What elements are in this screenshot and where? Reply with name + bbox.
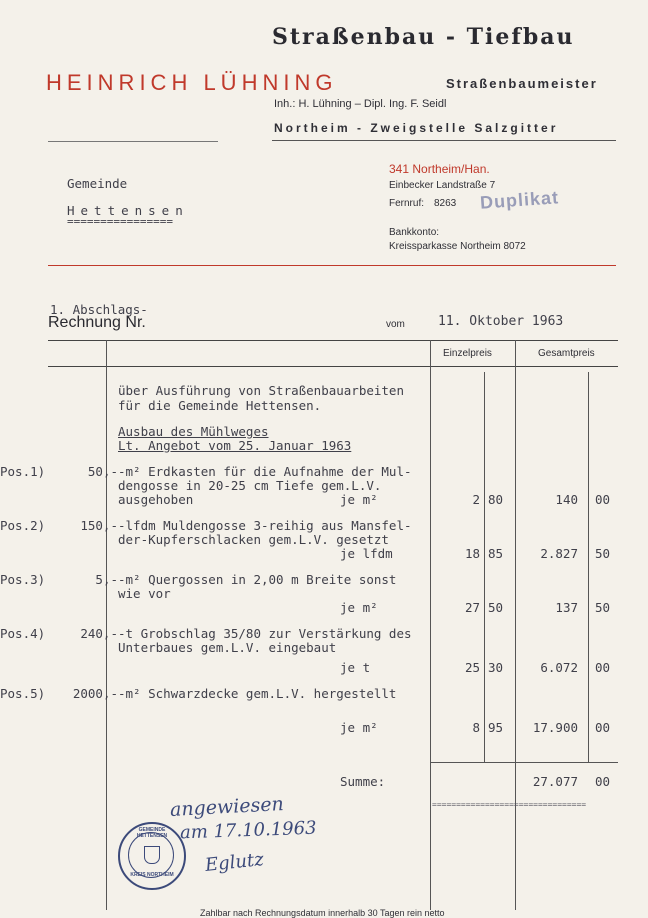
coat-of-arms-icon	[144, 846, 160, 864]
item-qty: 150,-	[80, 518, 118, 533]
item-desc-line: -m² Quergossen in 2,00 m Breite sonst	[118, 572, 397, 587]
table-top-rule	[48, 340, 618, 341]
sender-phone-label: Fernruf:	[389, 198, 425, 209]
table-vline-total	[515, 340, 516, 910]
recipient-line1: Gemeinde	[67, 176, 128, 191]
item-desc-line: dengosse in 20-25 cm Tiefe gem.L.V.	[118, 478, 382, 493]
invoice-prefix: 1. Abschlags-	[50, 302, 148, 317]
item-desc-line: ausgehoben	[118, 492, 194, 507]
total-price-main: 6.072	[540, 660, 578, 675]
invoice-date: 11. Oktober 1963	[438, 314, 564, 329]
item-desc-line: -m² Schwarzdecke gem.L.V. hergestellt	[118, 686, 397, 701]
header-rule-top	[48, 141, 218, 142]
item-qty: 5,-	[95, 572, 118, 587]
unit-price-main: 2	[472, 492, 480, 507]
item-desc-line: Unterbaues gem.L.V. eingebaut	[118, 640, 337, 655]
item-per-unit: je t	[340, 660, 371, 675]
unit-price-main: 8	[472, 720, 480, 735]
payment-terms: Zahlbar nach Rechnungsdatum innerhalb 30 Tagen rein netto	[200, 908, 445, 918]
invoice-label: Rechnung Nr.	[48, 314, 146, 331]
total-price-cents: 50	[595, 546, 611, 561]
item-qty: 50,-	[87, 464, 118, 479]
recipient-line2: Hettensen	[67, 203, 189, 218]
total-price-cents: 00	[595, 492, 611, 507]
item-desc-line: der-Kupferschlacken gem.L.V. gesetzt	[118, 532, 389, 547]
unit-price-main: 27	[464, 600, 480, 615]
unit-price-cents: 50	[488, 600, 504, 615]
bank-account: Kreissparkasse Northeim 8072	[389, 241, 526, 252]
item-pos: Pos.4)	[0, 626, 46, 641]
company-title: Straßenbaumeister	[446, 76, 598, 91]
unit-price-cents: 95	[488, 720, 504, 735]
header-rule-red	[48, 265, 616, 266]
sum-total-main: 27.077	[532, 774, 578, 789]
sum-total-cents: 00	[595, 774, 611, 789]
unit-price-cents: 85	[488, 546, 504, 561]
table-vline-desc	[106, 340, 107, 910]
col-unit-price: Einzelpreis	[443, 348, 492, 359]
item-pos: Pos.5)	[0, 686, 46, 701]
intro-line2: für die Gemeinde Hettensen.	[118, 398, 322, 413]
sum-underline: ================================	[432, 800, 587, 809]
table-vline-unit	[430, 340, 431, 910]
sender-street: Einbecker Landstraße 7	[389, 180, 496, 191]
duplicate-stamp: Duplikat	[479, 187, 560, 213]
item-pos: Pos.1)	[0, 464, 46, 479]
sum-label: Summe:	[340, 774, 386, 789]
item-per-unit: je m²	[340, 600, 378, 615]
item-desc-line: -t Grobschlag 35/80 zur Verstärkung des	[118, 626, 412, 641]
seal-outer-text: GEMEINDE HETTENSEN	[136, 827, 168, 839]
total-price-main: 17.900	[532, 720, 578, 735]
total-price-cents: 50	[595, 600, 611, 615]
item-pos: Pos.3)	[0, 572, 46, 587]
invoice-date-label: vom	[386, 319, 405, 330]
item-desc-line: wie vor	[118, 586, 171, 601]
item-desc-line: -lfdm Muldengosse 3-reihig aus Mansfel-	[118, 518, 412, 533]
unit-price-cents: 30	[488, 660, 504, 675]
intro-line3: Ausbau des Mühlweges	[118, 424, 269, 439]
item-pos: Pos.2)	[0, 518, 46, 533]
item-per-unit: je m²	[340, 492, 378, 507]
municipal-seal	[118, 822, 186, 890]
total-price-main: 2.827	[540, 546, 578, 561]
unit-price-main: 25	[464, 660, 480, 675]
unit-price-main: 18	[464, 546, 480, 561]
sum-rule	[430, 762, 618, 763]
letterhead-rule	[272, 140, 616, 141]
total-price-cents: 00	[595, 720, 611, 735]
recipient-underline: ================	[67, 215, 173, 228]
sender-city: 341 Northeim/Han.	[389, 162, 490, 176]
intro-line1: über Ausführung von Straßenbauarbeiten	[118, 383, 404, 398]
total-price-main: 140	[555, 492, 578, 507]
total-price-cents: 00	[595, 660, 611, 675]
item-qty: 240,-	[80, 626, 118, 641]
trade-heading: Straßenbau - Tiefbau	[272, 24, 575, 50]
handwritten-date: am 17.10.1963	[179, 817, 317, 844]
company-owners: Inh.: H. Lühning – Dipl. Ing. F. Seidl	[274, 98, 447, 110]
item-per-unit: je m²	[340, 720, 378, 735]
company-name: HEINRICH LÜHNING	[46, 70, 338, 95]
table-head-rule	[48, 366, 618, 367]
seal-inner-text: KREIS NORTHEIM	[130, 872, 174, 878]
sender-phone: 8263	[434, 198, 457, 209]
item-qty: 2000,-	[72, 686, 118, 701]
col-total-price: Gesamtpreis	[538, 348, 595, 359]
item-desc-line: -m² Erdkasten für die Aufnahme der Mul-	[118, 464, 412, 479]
item-per-unit: je lfdm	[340, 546, 393, 561]
table-vline-unit-cents	[484, 372, 485, 762]
intro-line4: Lt. Angebot vom 25. Januar 1963	[118, 438, 352, 453]
company-branch: Northeim - Zweigstelle Salzgitter	[274, 121, 559, 135]
handwritten-approved: angewiesen	[169, 793, 285, 821]
unit-price-cents: 80	[488, 492, 504, 507]
bank-label: Bankkonto:	[389, 227, 440, 238]
table-vline-total-cents	[588, 372, 589, 762]
handwritten-signature: Eglutz	[204, 848, 265, 877]
total-price-main: 137	[555, 600, 578, 615]
